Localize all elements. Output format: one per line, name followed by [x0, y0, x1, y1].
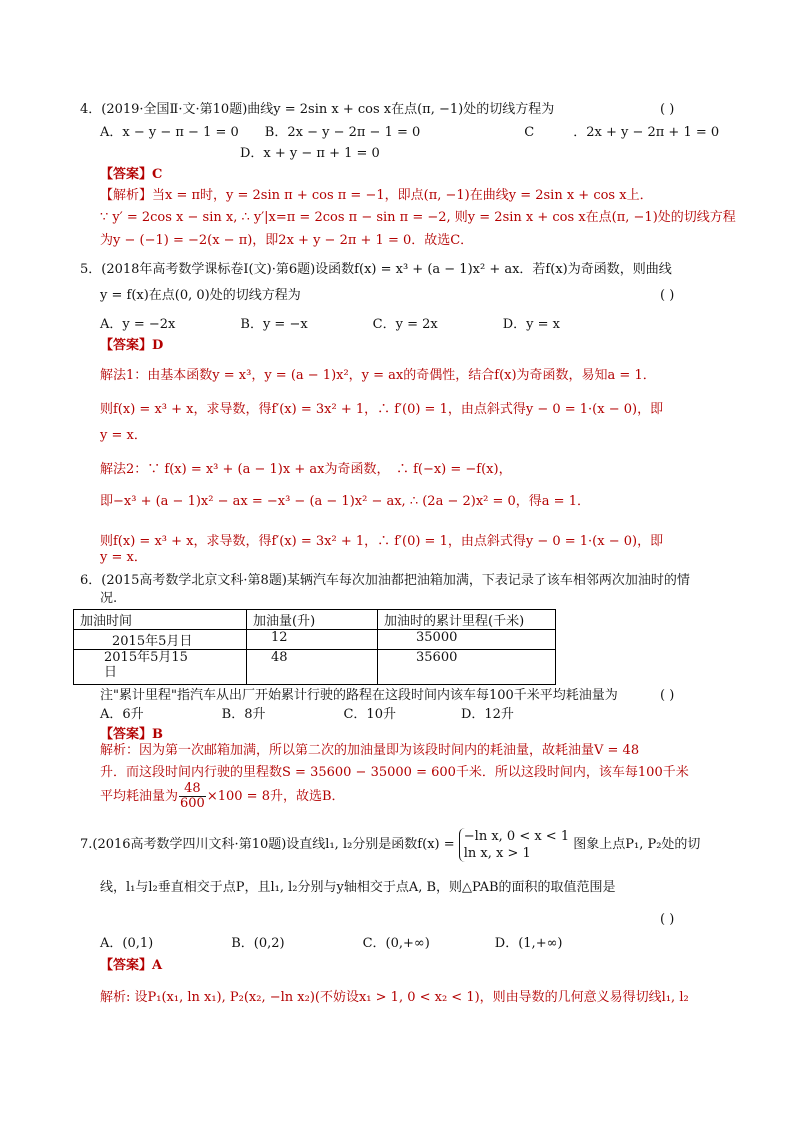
q7-stem-line1 — [80, 826, 700, 864]
table-header-cell: 加油时的累计里程(千米) — [378, 610, 556, 630]
fraction-denominator: 600 — [180, 796, 205, 811]
q6-stem-line1: 6．(2015高考数学北京文科·第8题)某辆汽车每次加油都把油箱加满，下表记录了该车相邻两次加油时的情 — [80, 573, 690, 588]
table-cell: 12 — [247, 630, 378, 650]
q7-answer-paren: ( ) — [660, 912, 675, 927]
q5-options: A．y = −2x B．y = −x C．y = 2x D．y = x — [100, 317, 560, 332]
piecewise-case: ln x, x > 1 — [463, 845, 531, 861]
q6-analysis-last-line — [100, 782, 345, 812]
table-header-cell: 加油时间 — [74, 610, 247, 630]
q7-analysis-line: 解析: 设P₁(x₁, ln x₁), P₂(x₂, −ln x₂)(不妨设x₁ > 1, 0 < x₂ < 1)，则由导数的几何意义易得切线l₁, l₂ — [100, 990, 689, 1005]
q5-stem-line2: y = f(x)在点(0, 0)处的切线方程为 — [100, 288, 301, 303]
fraction — [179, 782, 206, 811]
q6-analysis-line: 解析：因为第一次邮箱加满，所以第二次的加油量即为该段时间内的耗油量，故耗油量V = 48 — [100, 743, 640, 758]
q7-stem-line2: 线，l₁与l₂垂直相交于点P，且l₁, l₂分别与y轴相交于点A, B，则△PAB的面积的取值范围是 — [100, 880, 616, 895]
q4-answer-paren: ( ) — [660, 102, 675, 117]
q6-analysis-suffix: ×100 = 8升，故选B． — [206, 789, 345, 804]
piecewise-brace — [459, 828, 569, 862]
q6-answer-paren: ( ) — [660, 688, 675, 703]
q4-analysis-line: ∵ y′ = 2cos x − sin x, ∴ y′|x=π = 2cos π − sin π = −2, 则y = 2sin x + cos x在点(π, −1)处的切线方程 — [100, 210, 736, 225]
q5-solution-line: y = x． — [100, 550, 147, 565]
q5-solution-line: 则f(x) = x³ + x，求导数，得f′(x) = 3x² + 1，∴ f′(0) = 1，由点斜式得y − 0 = 1·(x − 0)，即 — [100, 402, 664, 417]
q4-options-row2: D．x + y − π + 1 = 0 — [240, 146, 380, 161]
q7-answer-label: 【答案】A — [100, 958, 163, 973]
table-cell: 48 — [247, 650, 378, 685]
table-cell: 2015年5月日 — [74, 630, 247, 650]
q5-answer-label: 【答案】D — [100, 338, 164, 353]
q4-stem: 4．(2019·全国Ⅱ·文·第10题)曲线y = 2sin x + cos x在点(π, −1)处的切线方程为 — [80, 102, 555, 117]
q7-options: A．(0,1) B．(0,2) C．(0,+∞) D．(1,+∞) — [100, 936, 563, 951]
table-cell: 35600 — [378, 650, 556, 685]
q4-analysis-line: 【解析】当x = π时，y = 2sin π + cos π = −1，即点(π, −1)在曲线y = 2sin x + cos x上． — [100, 188, 653, 203]
q5-solution-line: 解法1：由基本函数y = x³，y = (a − 1)x²，y = ax的奇偶性，结合f(x)为奇函数，易知a = 1． — [100, 368, 656, 383]
fraction-numerator: 48 — [179, 782, 206, 797]
q5-stem-line1: 5．(2018年高考数学课标卷Ⅰ(文)·第6题)设函数f(x) = x³ + (a − 1)x² + ax．若f(x)为奇函数，则曲线 — [80, 262, 672, 277]
q5-solution-line: y = x． — [100, 428, 147, 443]
q5-solution-line: 解法2：∵ f(x) = x³ + (a − 1)x + ax为奇函数， ∴ f(−x) = −f(x)， — [100, 462, 512, 477]
q6-stem-line2: 况. — [100, 591, 118, 606]
table-header-cell: 加油量(升) — [247, 610, 378, 630]
q5-solution-line: 则f(x) = x³ + x，求导数，得f′(x) = 3x² + 1，∴ f′(0) = 1，由点斜式得y − 0 = 1·(x − 0)，即 — [100, 534, 664, 549]
q6-analysis-line: 升．而这段时间内行驶的里程数S = 35600 − 35000 = 600千米．所以这段时间内，该车每100千米 — [100, 765, 689, 780]
q4-answer-label: 【答案】C — [100, 167, 163, 182]
q6-note: 注"累计里程"指汽车从出厂开始累计行驶的路程在这段时间内该车每100千米平均耗油量为 — [100, 688, 618, 703]
q7-stem-suffix: 图象上点P₁, P₂处的切 — [573, 837, 701, 852]
table-cell: 2015年5月15 日 — [74, 650, 247, 685]
fuel-record-table — [73, 609, 556, 685]
table-header-row — [74, 610, 556, 630]
q4-options-row1: A．x − y − π − 1 = 0 B．2x − y − 2π − 1 = 0 C ．2x + y − 2π + 1 = 0 — [100, 125, 720, 140]
table-row — [74, 650, 556, 685]
q4-analysis-line: 为y − (−1) = −2(x − π)，即2x + y − 2π + 1 = 0．故选C． — [100, 233, 474, 248]
table-cell: 35000 — [378, 630, 556, 650]
q5-solution-line: 即−x³ + (a − 1)x² − ax = −x³ − (a − 1)x² − ax, ∴ (2a − 2)x² = 0，得a = 1． — [100, 494, 590, 509]
q6-options: A．6升 B．8升 C．10升 D．12升 — [100, 707, 514, 722]
q6-answer-label: 【答案】B — [100, 727, 163, 742]
table-row — [74, 630, 556, 650]
q5-answer-paren: ( ) — [660, 288, 675, 303]
q6-analysis-prefix: 平均耗油量为 — [100, 789, 179, 804]
q7-stem-prefix: 7.(2016高考数学四川文科·第10题)设直线l₁, l₂分别是函数f(x) = — [80, 837, 455, 852]
piecewise-case: −ln x, 0 < x < 1 — [463, 828, 570, 844]
